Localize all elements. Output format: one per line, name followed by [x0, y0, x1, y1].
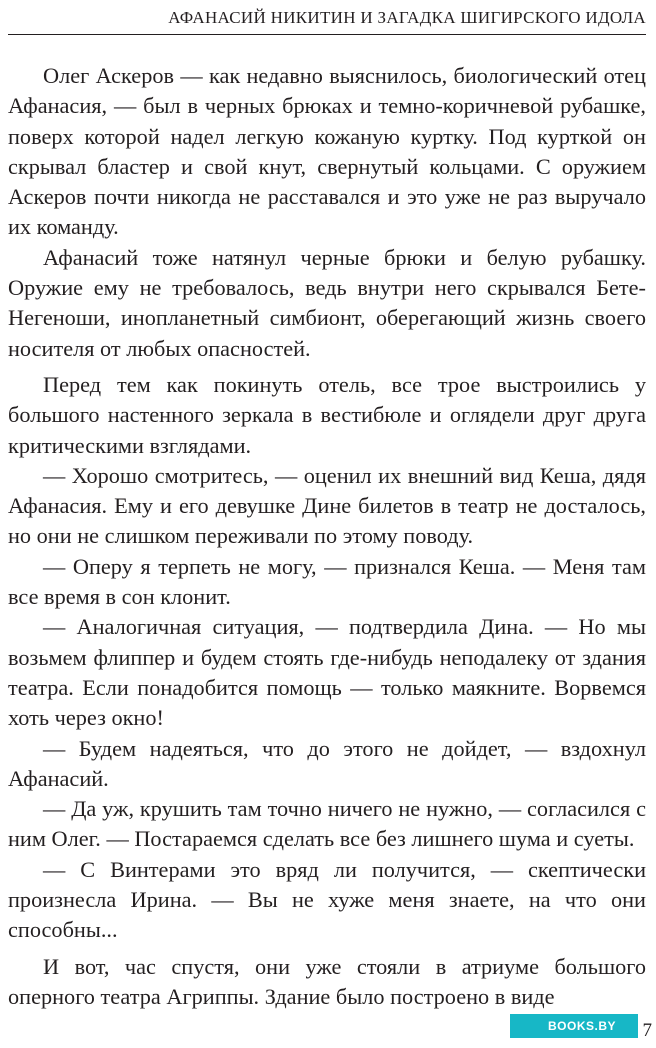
paragraph: — Будем надеяться, что до этого не дойдет, — вздохнул Афанасий. [8, 735, 646, 791]
paragraph: Олег Аскеров — как недавно выяснилось, биологический отец Афанасия, — был в черных брюках и темно-коричневой рубашке, поверх которой надел легкую кожаную куртку. Под курткой он скрывал бластер и свой кнут, свернутый кольцами. С оружием Аскеров почти никогда не расставался и это уже не раз выручало их команду. [8, 63, 646, 240]
paragraph: — Да уж, крушить там точно ничего не нужно, — согласился с ним Олег. — Постараемся сделать все без лишнего шума и суеты. [8, 796, 646, 852]
paragraph: Афанасий тоже натянул черные брюки и белую рубашку. Оружие ему не требовалось, ведь внутри него скрывался Бете-Негеноши, инопланетный симбионт, оберегающий жизнь своего носителя от любых опасностей. [8, 244, 646, 361]
watermark-badge [510, 1014, 638, 1038]
paragraph: И вот, час спустя, они уже стояли в атриуме большого оперного театра Агриппы. Здание было построено в виде [8, 953, 646, 1009]
page-body [8, 61, 646, 1012]
paragraph: — Оперу я терпеть не могу, — признался Кеша. — Меня там все время в сон клонит. [8, 553, 646, 610]
running-title: АФАНАСИЙ НИКИТИН И ЗАГАДКА ШИГИРСКОГО ИДОЛА [168, 8, 646, 27]
watermark-text: BOOKS.BY [547, 1019, 616, 1033]
paragraph: — С Винтерами это вряд ли получится, — скептически произнесла Ирина. — Вы не хуже меня знаете, на что они способны... [8, 856, 646, 943]
paragraph: — Хорошо смотритесь, — оценил их внешний вид Кеша, дядя Афанасия. Ему и его девушке Дине билетов в театр не досталось, но они не слишком переживали по этому поводу. [8, 462, 646, 549]
running-header [8, 6, 646, 35]
paragraph: Перед тем как покинуть отель, все трое выстроились у большого настенного зеркала в вестибюле и оглядели друг друга критическими взглядами. [8, 371, 646, 458]
paragraph: — Аналогичная ситуация, — подтвердила Дина. — Но мы возьмем флиппер и будем стоять где-нибудь неподалеку от здания театра. Если понадобится помощь — только маякните. Ворвемся хоть через окно! [8, 614, 646, 731]
page-number: 7 [642, 1020, 652, 1041]
